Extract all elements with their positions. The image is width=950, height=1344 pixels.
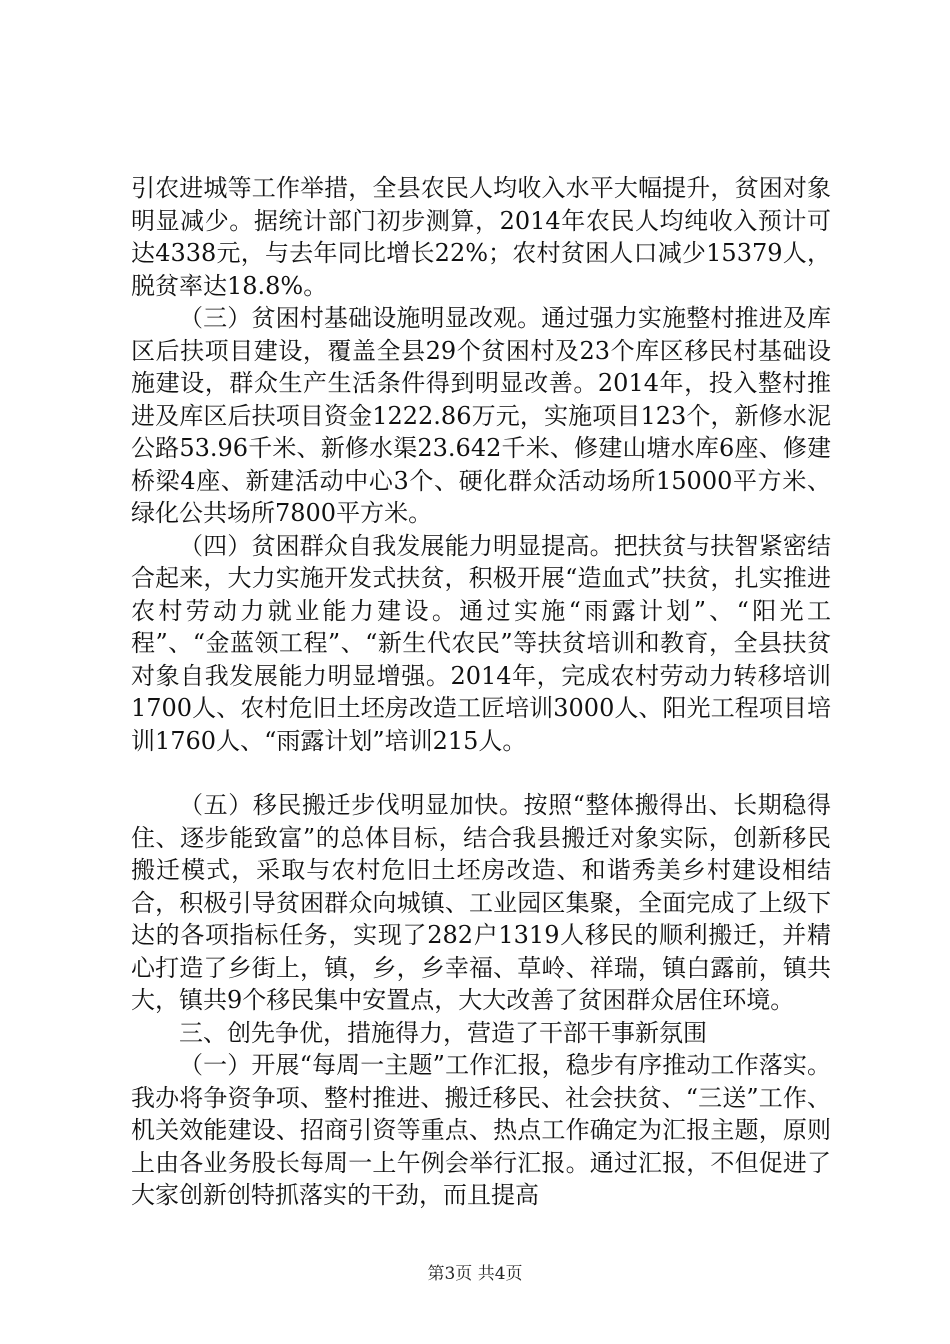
paragraph-self-development: （四）贫困群众自我发展能力明显提高。把扶贫与扶智紧密结合起来，大力实施开发式扶贫，积极开展“造血式”扶贫，扎实推进农村劳动力就业能力建设。通过实施“雨露计划”、“阳光工程”、“金蓝领工程”、“新生代农民”等扶贫培训和教育，全县扶贫对象自我发展能力明显增强。2014年，完成农村劳动力转移培训1700人、农村危旧土坯房改造工匠培训3000人、阳光工程项目培训1760人、“雨露计划”培训215人。 — [131, 531, 831, 755]
paragraph-infrastructure: （三）贫困村基础设施明显改观。通过强力实施整村推进及库区后扶项目建设，覆盖全县29个贫困村及23个库区移民村基础设施建设，群众生产生活条件得到明显改善。2014年，投入整村推进及库区后扶项目资金1222.86万元，实施项目123个，新修水泥公路53.96千米、新修水渠23.642千米、修建山塘水库6座、修建桥梁4座、新建活动中心3个、硬化群众活动场所15000平方米、绿化公共场所7800平方米。 — [131, 304, 831, 527]
paragraph-weekly-report: （一）开展“每周一主题”工作汇报，稳步有序推动工作落实。我办将争资争项、整村推进、搬迁移民、社会扶贫、“三送”工作、机关效能建设、招商引资等重点、热点工作确定为汇报主题，原则上由各业务股长每周一上午例会举行汇报。通过汇报，不但促进了大家创新创特抓落实的干劲，而且提高 — [131, 1051, 831, 1209]
paragraph-spacer — [131, 757, 831, 789]
section-heading: 三、创先争优，措施得力，营造了干部干事新氛围 — [179, 1018, 707, 1047]
page-footer: 第3页 共4页 — [427, 1264, 523, 1284]
document-body — [131, 172, 831, 1212]
paragraph-relocation: （五）移民搬迁步伐明显加快。按照“整体搬得出、长期稳得住、逐步能致富”的总体目标，结合我县搬迁对象实际，创新移民搬迁模式，采取与农村危旧土坯房改造、和谐秀美乡村建设相结合，积极引导贫困群众向城镇、工业园区集聚，全面完成了上级下达的各项指标任务，实现了282户1319人移民的顺利搬迁，并精心打造了乡街上，镇，乡，乡幸福、草岭、祥瑞，镇白露前，镇共大，镇共9个移民集中安置点，大大改善了贫困群众居住环境。 — [131, 791, 831, 1014]
paragraph-income-summary: 引农进城等工作举措，全县农民人均收入水平大幅提升，贫困对象明显减少。据统计部门初步测算，2014年农民人均纯收入预计可达4338元，与去年同比增长22%；农村贫困人口减少15379人，脱贫率达18.8%。 — [131, 174, 831, 300]
